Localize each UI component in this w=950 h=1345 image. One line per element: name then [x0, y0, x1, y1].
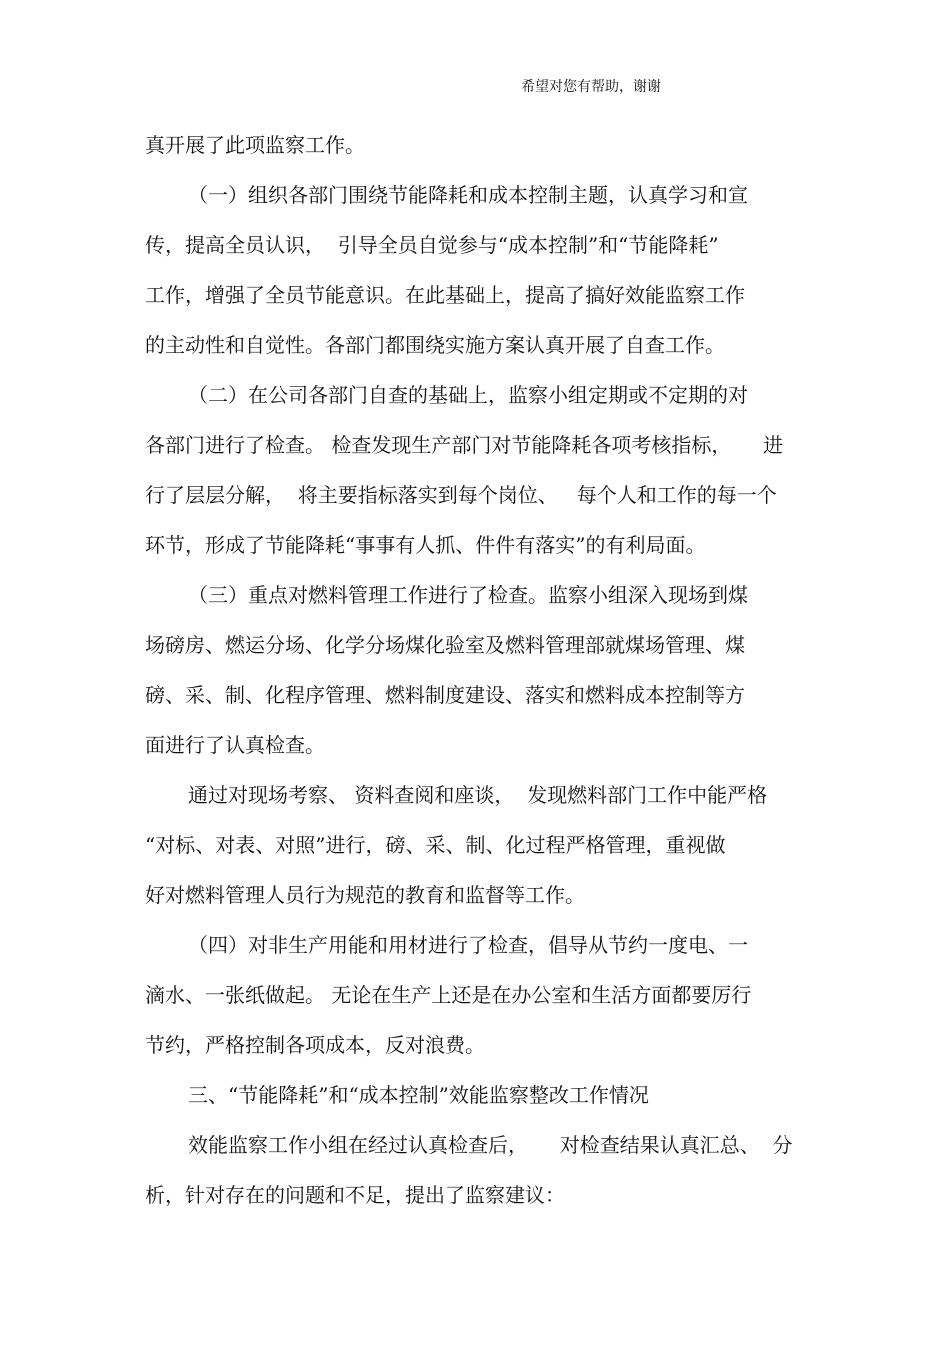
text-line: “对标、对表、对照”进行，磅、采、制、化过程严格管理，重视做: [145, 833, 726, 857]
text-line: 滴水、一张纸做起。 无论在生产上还是在办公室和生活方面都要厉行: [145, 983, 752, 1007]
text-line: 场磅房、燃运分场、化学分场煤化验室及燃料管理部就煤场管理、煤: [145, 633, 745, 657]
text-line: 节约，严格控制各项成本，反对浪费。: [145, 1033, 485, 1057]
text-line: 环节，形成了节能降耗“事事有人抓、件件有落实”的有利局面。: [145, 533, 706, 557]
paragraph-6-line: 效能监察工作小组在经过认真检查后， 对检查结果认真汇总、 分: [188, 1133, 793, 1157]
text-line: 传，提高全员认识， 引导全员自觉参与“成本控制”和“节能降耗”: [145, 233, 719, 257]
section-heading: 三、“节能降耗”和“成本控制”效能监察整改工作情况: [188, 1083, 649, 1107]
text-line: 析，针对存在的问题和不足，提出了监察建议：: [145, 1183, 565, 1207]
header-note: 希望对您有帮助，谢谢: [521, 79, 661, 95]
text-line: 工作，增强了全员节能意识。在此基础上，提高了搞好效能监察工作: [145, 283, 745, 307]
text-line: 各部门进行了检查。 检查发现生产部门对节能降耗各项考核指标， 进: [145, 433, 784, 457]
paragraph-2-line: （二）在公司各部门自查的基础上，监察小组定期或不定期的对: [188, 383, 748, 407]
paragraph-5-line: （四）对非生产用能和用材进行了检查，倡导从节约一度电、一: [188, 933, 748, 957]
paragraph-3-line: （三）重点对燃料管理工作进行了检查。监察小组深入现场到煤: [188, 583, 748, 607]
paragraph-4-line: 通过对现场考察、 资料查阅和座谈， 发现燃料部门工作中能严格: [188, 783, 768, 807]
paragraph-1-line: （一）组织各部门围绕节能降耗和成本控制主题，认真学习和宣: [188, 183, 748, 207]
text-line: 行了层层分解， 将主要指标落实到每个岗位、 每个人和工作的每一个: [145, 483, 777, 507]
text-line: 真开展了此项监察工作。: [145, 133, 365, 157]
text-line: 面进行了认真检查。: [145, 733, 325, 757]
text-line: 磅、采、制、化程序管理、燃料制度建设、落实和燃料成本控制等方: [145, 683, 745, 707]
text-line: 的主动性和自觉性。各部门都围绕实施方案认真开展了自查工作。: [145, 333, 725, 357]
text-line: 好对燃料管理人员行为规范的教育和监督等工作。: [145, 883, 585, 907]
